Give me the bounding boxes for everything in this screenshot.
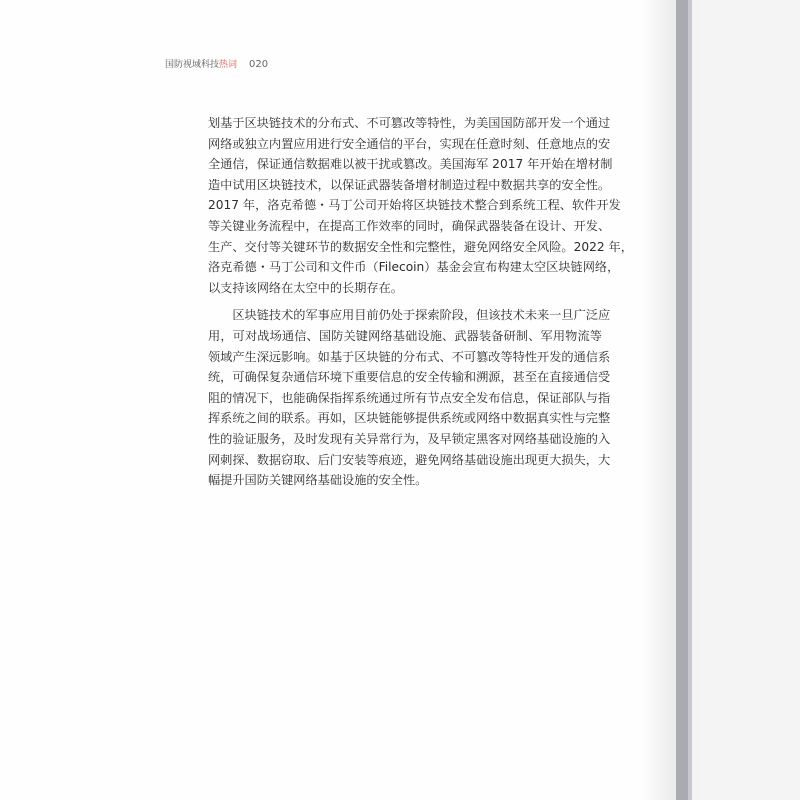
page-number: 020 xyxy=(249,59,269,70)
background-surface xyxy=(692,0,800,800)
paragraph-gap xyxy=(208,298,602,305)
text-line: 用，可对战场通信、国防关键网络基础设施、武器装备研制、军用物流等 xyxy=(208,328,602,343)
book-title: 国防视域科技 xyxy=(165,60,220,70)
text-line: 洛克希德・马丁公司和文件币（Filecoin）基金会宣布构建太空区块链网络， xyxy=(208,260,620,275)
text-line: 以支持该网络在太空中的长期存在。 xyxy=(208,280,403,295)
running-head xyxy=(165,59,268,71)
text-line: 造中试用区块链技术，以保证武器装备增材制造过程中数据共享的安全性。 xyxy=(208,177,611,192)
text-line: 划基于区块链技术的分布式、不可篡改等特性，为美国国防部开发一个通过 xyxy=(208,116,611,130)
text-line: 网刺探、数据窃取、后门安装等痕迹，避免网络基础设施出现更大损失，大 xyxy=(208,452,611,467)
text-line: 性的验证服务，及时发现有关异常行为，及早锁定黑客对网络基础设施的入 xyxy=(208,431,611,446)
page-stack-edge xyxy=(676,0,688,800)
text-line: 幅提升国防关键网络基础设施的安全性。 xyxy=(208,473,428,488)
text-line: 网络或独立内置应用进行安全通信的平台，实现在任意时刻、任意地点的安 xyxy=(208,136,611,151)
text-line: 生产、交付等关键环节的数据安全性和完整性，避免网络安全风险。2022 年， xyxy=(208,239,633,254)
text-line: 等关键业务流程中，在提高工作效率的同时，确保武器装备在设计、开发、 xyxy=(208,218,611,233)
text-line: 统，可确保复杂通信环境下重要信息的安全传输和溯源，甚至在直接通信受 xyxy=(208,370,611,385)
book-title-accent: 热词 xyxy=(219,60,238,70)
paragraph-1 xyxy=(208,113,633,298)
body-text xyxy=(208,113,633,491)
text-line: 全通信，保证通信数据难以被干扰或篡改。美国海军 2017 年开始在增材制 xyxy=(208,157,613,172)
text-line: 阻的情况下，也能确保指挥系统通过所有节点安全发布信息，保证部队与指 xyxy=(208,390,611,405)
text-line: 挥系统之间的联系。再如，区块链能够提供系统或网络中数据真实性与完整 xyxy=(208,411,611,426)
text-line: 区块链技术的军事应用目前仍处于探索阶段，但该技术未来一旦广泛应 xyxy=(208,308,611,323)
page-edge-shadow xyxy=(640,0,678,800)
paragraph-2 xyxy=(208,305,611,490)
text-line: 领域产生深远影响。如基于区块链的分布式、不可篡改等特性开发的通信系 xyxy=(208,349,611,364)
text-line: 2017 年，洛克希德・马丁公司开始将区块链技术整合到系统工程、软件开发 xyxy=(208,198,621,213)
